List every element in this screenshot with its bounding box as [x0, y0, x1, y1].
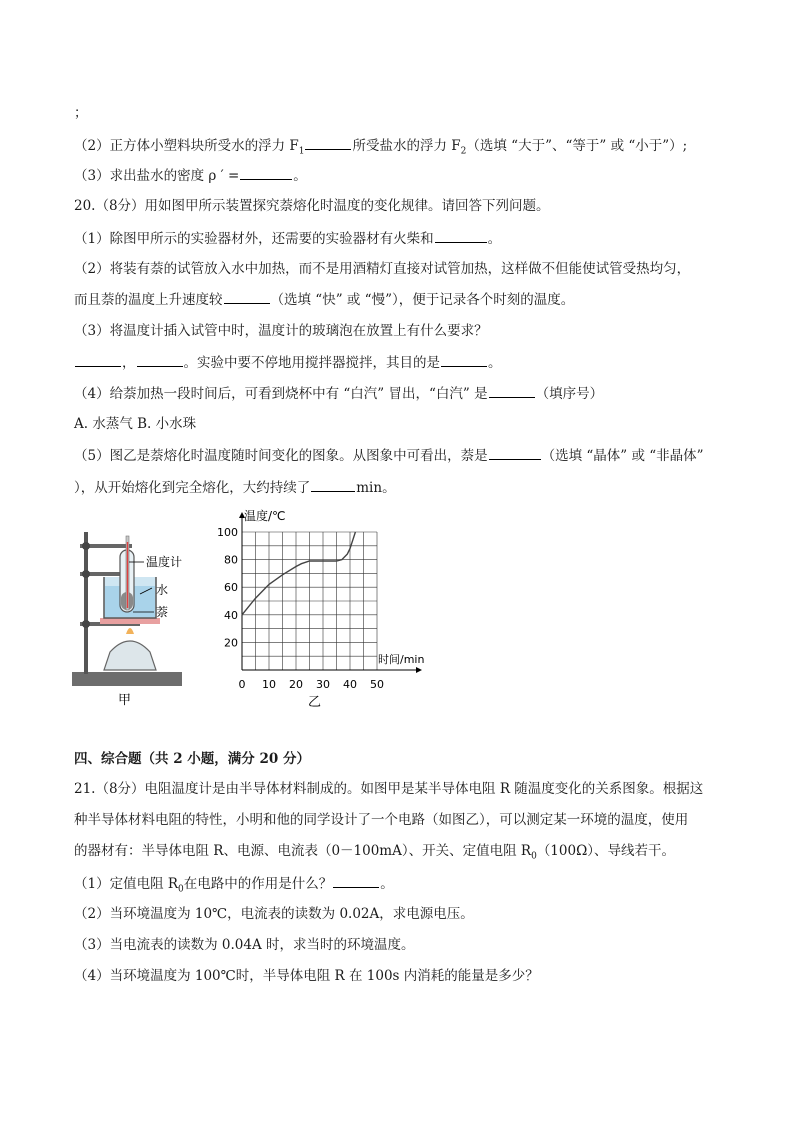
text: 。实验中要不停地用搅拌器搅拌，其目的是 — [183, 355, 440, 371]
text: 。 — [380, 876, 394, 892]
answer-blank[interactable] — [137, 353, 183, 367]
text: min。 — [356, 480, 396, 496]
subscript: 0 — [531, 851, 537, 862]
x-tick-label: 30 — [316, 678, 330, 691]
x-axis-arrow — [416, 667, 422, 673]
text: ），从开始熔化到完全熔化，大约持续了 — [74, 480, 311, 496]
x-tick-label: 40 — [343, 678, 357, 691]
q19-part2 — [74, 136, 687, 161]
x-tick-label: 0 — [238, 678, 246, 691]
clamp-knob — [82, 620, 90, 628]
chart-caption: 乙 — [308, 695, 322, 708]
subscript: 2 — [460, 146, 467, 157]
q20-part5-line2 — [74, 478, 396, 497]
text: （选填 “大于”、“等于” 或 “小于”）; — [466, 138, 688, 154]
q20-part3-line1: （3）将温度计插入试管中时，温度计的玻璃泡在放置上有什么要求？ — [74, 323, 488, 339]
q20-part5-line1 — [74, 446, 704, 465]
text: 而且萘的温度上升速度较 — [74, 292, 223, 308]
q21-part4: （4）当环境温度为 100℃时，半导体电阻 R 在 100s 内消耗的能量是多少？ — [74, 968, 539, 984]
stand-rod — [84, 532, 88, 674]
text: （1）定值电阻 R — [74, 876, 179, 892]
q20-part1 — [74, 229, 501, 248]
text: 的器材有：半导体电阻 R、电源、电流表（0－100mA）、开关、定值电阻 R — [74, 843, 532, 859]
chart-grid — [242, 532, 377, 670]
stand-base — [72, 672, 182, 686]
q21-line3 — [74, 842, 675, 866]
label-naphthalene: 萘 — [156, 605, 169, 619]
q20-part3-line2 — [74, 353, 502, 372]
text: 所受盐水的浮力 F — [352, 138, 461, 154]
y-tick-label: 100 — [217, 526, 238, 539]
answer-blank[interactable] — [489, 384, 535, 398]
q20-options: A. 水蒸气 B. 小水珠 — [74, 416, 197, 432]
q21-part2: （2）当环境温度为 10℃，电流表的读数为 0.02A，求电源电压。 — [74, 906, 474, 922]
x-tick-label: 10 — [262, 678, 276, 691]
text: 。 — [488, 355, 502, 371]
q20-part2-line2 — [74, 290, 574, 309]
y-tick-label: 40 — [224, 608, 238, 622]
q20-part4 — [74, 384, 603, 403]
q21-part1 — [74, 874, 394, 899]
flame — [126, 628, 134, 634]
temperature-time-chart — [212, 508, 442, 708]
text: （4）给萘加热一段时间后，可看到烧杯中有 “白汽” 冒出，“白汽” 是 — [74, 386, 488, 402]
answer-blank[interactable] — [489, 446, 541, 460]
answer-blank[interactable] — [224, 290, 270, 304]
x-tick-label: 20 — [289, 678, 303, 691]
text: （选填 “快” 或 “慢”），便于记录各个时刻的温度。 — [270, 292, 575, 308]
answer-blank[interactable] — [435, 229, 487, 243]
q19-part3 — [74, 166, 307, 185]
text: （1）除图甲所示的实验器材外，还需要的实验器材有火柴和 — [74, 231, 434, 247]
text: 在电路中的作用是什么？ — [183, 876, 333, 892]
apparatus-figure — [70, 522, 200, 712]
x-axis-label: 时间/min — [378, 653, 425, 666]
text: 。 — [293, 168, 307, 184]
y-tick-label: 80 — [224, 553, 238, 567]
gauze-mat — [100, 618, 160, 624]
answer-blank[interactable] — [333, 874, 379, 888]
text: 。 — [487, 231, 502, 247]
answer-blank[interactable] — [305, 136, 351, 150]
y-tick-label: 20 — [224, 636, 238, 650]
q21-line2: 种半导体材料电阻的特性，小明和他的同学设计了一个电路（如图乙），可以测定某一环境的温度，使用 — [74, 812, 689, 828]
text: （5）图乙是萘熔化时温度随时间变化的图象。从图象中可看出，萘是 — [74, 448, 488, 464]
text: （100Ω）、导线若干。 — [536, 843, 676, 859]
answer-blank[interactable] — [75, 353, 121, 367]
figure-caption: 甲 — [118, 693, 132, 708]
q21-heading: 21.（8分）电阻温度计是由半导体材料制成的。如图甲是某半导体电阻 R 随温度变化的关系图象。根据这 — [74, 781, 704, 797]
text: （选填 “晶体” 或 “非晶体” — [541, 448, 704, 464]
clamp-knob — [82, 570, 90, 578]
chart-axes — [239, 512, 425, 673]
text: （填序号） — [535, 386, 604, 402]
text: （3）求出盐水的密度 ρ ′ = — [74, 168, 240, 184]
text: ， — [122, 355, 136, 371]
x-tick-label: 50 — [370, 678, 384, 691]
q19-fragment: ； — [74, 105, 88, 121]
clamp-knob — [82, 542, 90, 550]
text: （2）正方体小塑料块所受水的浮力 F — [74, 138, 299, 154]
label-thermometer: 温度计 — [146, 555, 183, 569]
y-tick-label: 60 — [224, 581, 238, 595]
q20-heading: 20.（8分）用如图甲所示装置探究萘熔化时温度的变化规律。请回答下列问题。 — [74, 198, 550, 214]
answer-blank[interactable] — [240, 166, 292, 180]
section-title: 四、综合题（共 2 小题，满分 20 分） — [74, 751, 310, 767]
subscript: 1 — [298, 146, 305, 157]
q20-part2-line1: （2）将装有萘的试管放入水中加热，而不是用酒精灯直接对试管加热，这样做不但能使试管受热均匀， — [74, 261, 691, 277]
y-axis-label: 温度/℃ — [244, 509, 286, 523]
label-water: 水 — [156, 583, 169, 597]
q21-part3: （3）当电流表的读数为 0.04A 时，求当时的环境温度。 — [74, 937, 415, 953]
answer-blank[interactable] — [311, 478, 355, 492]
answer-blank[interactable] — [441, 353, 487, 367]
alcohol-lamp — [104, 641, 156, 670]
subscript: 0 — [178, 884, 184, 895]
